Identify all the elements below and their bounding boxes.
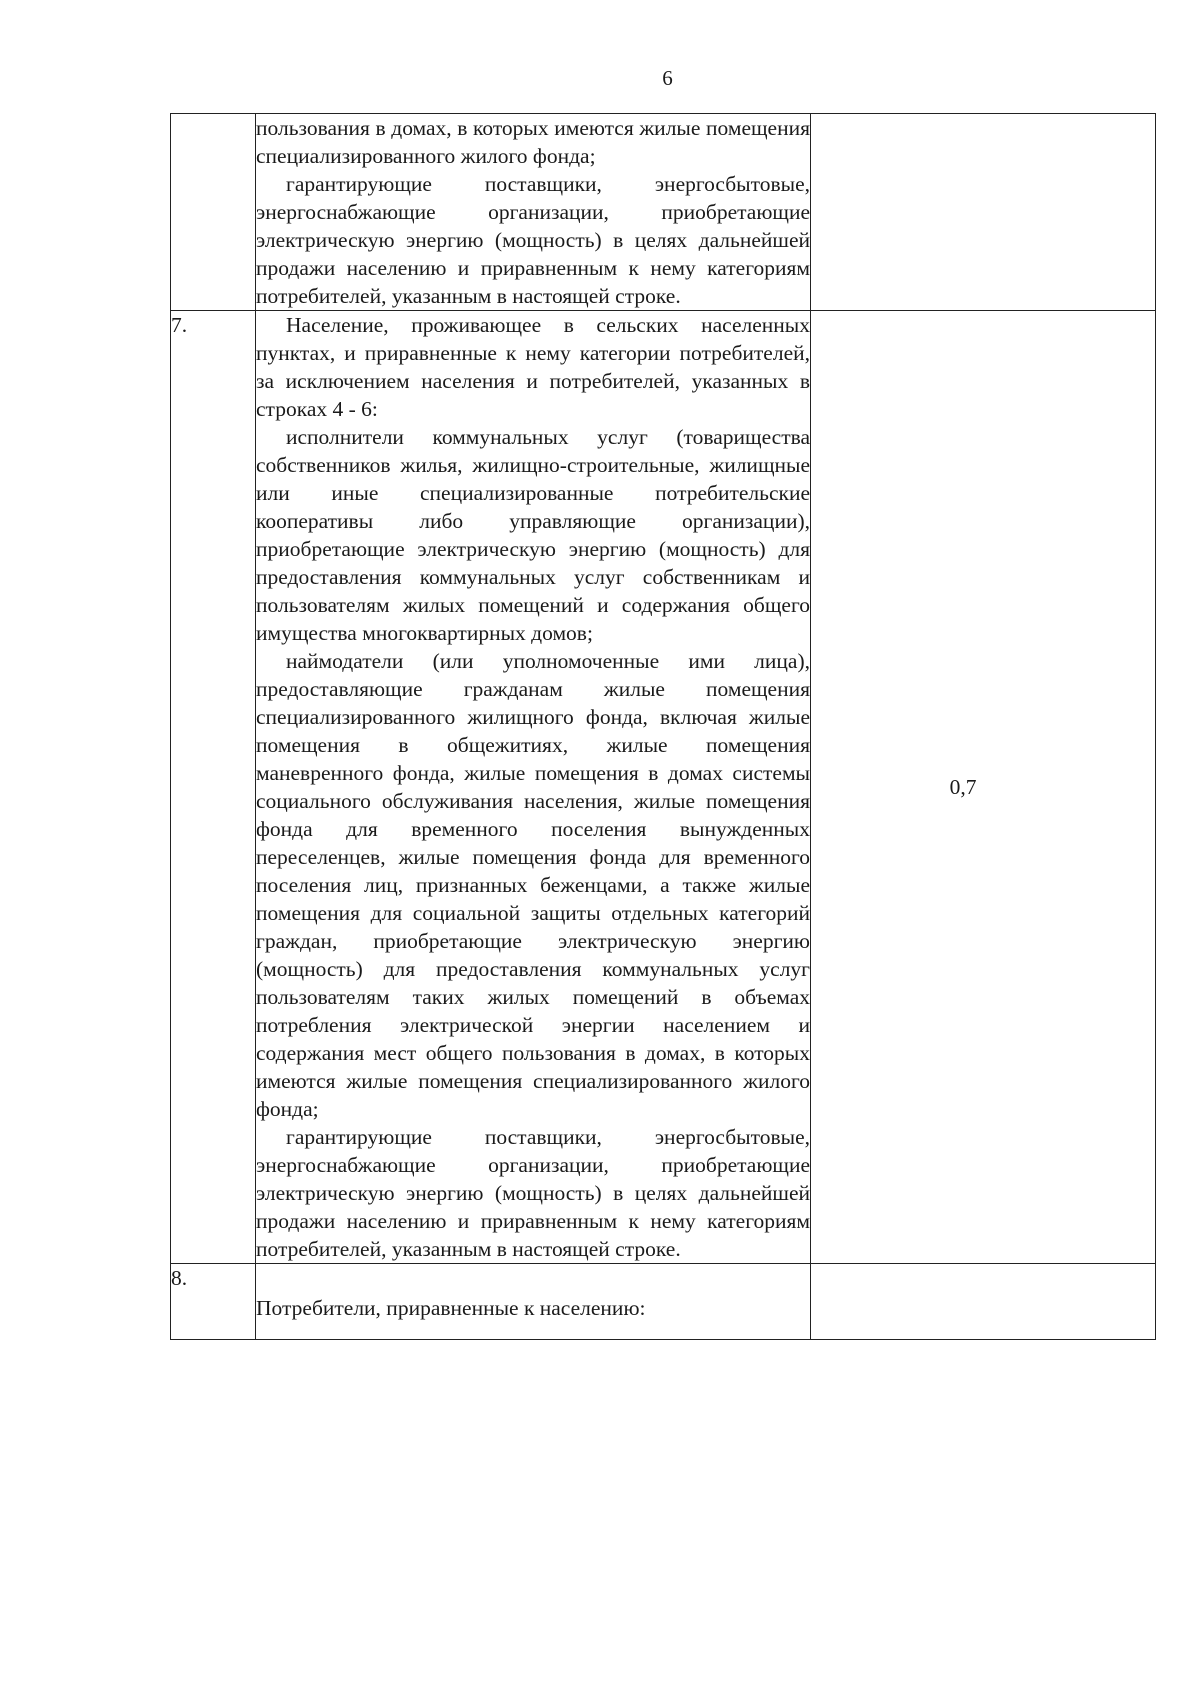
paragraph: гарантирующие поставщики, энергосбытовые, энергоснабжающие организации, приобретающие электрическую энергию (мощность) в целях дальнейшей продажи населению и приравненным к нему категориям потребителей, указанным в настоящей строке. bbox=[256, 1125, 810, 1261]
row-value-cell bbox=[811, 114, 1156, 311]
row-value-cell bbox=[811, 311, 1156, 1264]
row-description-cell bbox=[256, 311, 811, 1264]
table-row bbox=[171, 311, 1156, 1264]
paragraph: Население, проживающее в сельских населенных пунктах, и приравненные к нему категории потребителей, за исключением населения и потребителей, указанных в строках 4 - 6: bbox=[256, 313, 810, 421]
row-number-cell bbox=[171, 114, 256, 311]
paragraph: Потребители, приравненные к населению: bbox=[256, 1295, 646, 1320]
paragraph: наймодатели (или уполномоченные ими лица), предоставляющие гражданам жилые помещения специализированного жилищного фонда, включая жилые помещения в общежитиях, жилые помещения маневренного фонда, жилые помещения в домах системы социального обслуживания населения, жилые помещения фонда для временного поселения вынужденных переселенцев, жилые помещения фонда для временного поселения лиц, признанных беженцами, а также жилые помещения для социальной защиты отдельных категорий граждан, приобретающие электрическую энергию (мощность) для предоставления коммунальных услуг пользователям таких жилых помещений в объемах потребления электрической энергии населением и содержания мест общего пользования в домах, в которых имеются жилые помещения специализированного жилого фонда; bbox=[256, 649, 810, 1121]
paragraph: исполнители коммунальных услуг (товарищества собственников жилья, жилищно-строительные, жилищные или иные специализированные потребительские кооперативы либо управляющие организации), приобретающие электрическую энергию (мощность) для предоставления коммунальных услуг собственникам и пользователям жилых помещений и содержания общего имущества многоквартирных домов; bbox=[256, 425, 810, 645]
row-value-cell bbox=[811, 1264, 1156, 1340]
row-description-cell bbox=[256, 1264, 811, 1340]
table-row bbox=[171, 114, 1156, 311]
table-row bbox=[171, 1264, 1156, 1340]
tariff-table bbox=[170, 113, 1156, 1340]
row-description-cell bbox=[256, 114, 811, 311]
page-number: 6 bbox=[662, 66, 673, 90]
paragraph: гарантирующие поставщики, энергосбытовые, энергоснабжающие организации, приобретающие электрическую энергию (мощность) в целях дальнейшей продажи населению и приравненным к нему категориям потребителей, указанным в настоящей строке. bbox=[256, 172, 810, 308]
row-number-cell: 8. bbox=[171, 1264, 256, 1340]
paragraph: пользования в домах, в которых имеются жилые помещения специализированного жилого фонда; bbox=[256, 116, 810, 168]
row-value: 0,7 bbox=[949, 775, 977, 799]
row-number-cell: 7. bbox=[171, 311, 256, 1264]
